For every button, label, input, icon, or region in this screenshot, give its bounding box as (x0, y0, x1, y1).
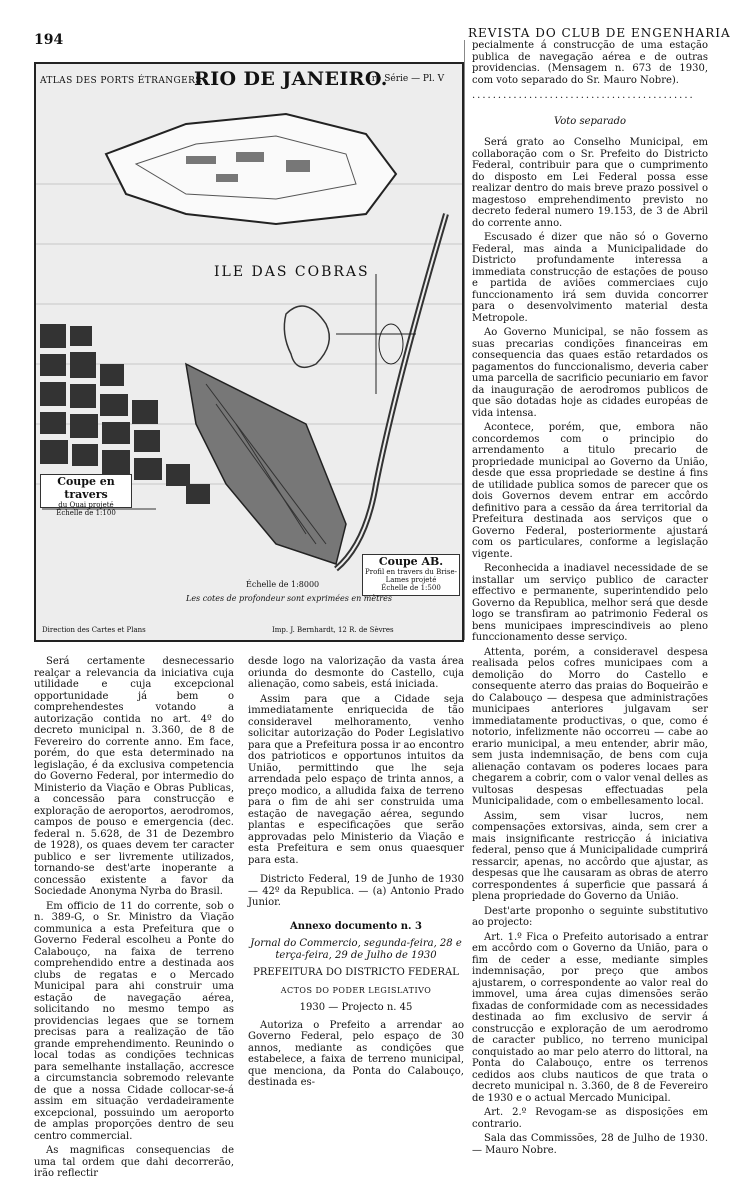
left-para: Em officio de 11 do corrente, sob o n. 389-G, o Sr. Ministro da Viação communica a esta Prefeitura que o Governo Federal escolheu a Ponte do Calabouço, na faixa de terreno comprehendido entre a destinada aos clubs de regatas e o Mercado Municipal para ahi construir uma estação de navegação aérea, solicitando no mesmo tempo as providencias legaes que se tornem precisas para a realização de tão grande emprehendimento. Reunindo o local todas as condições technicas para semelhante installação, accresce a circumstancia sobremodo relevante de que a nossa Cidade collocar-se-á assim em situação verdadeiramente excepcional, possuindo um aeroporto de amplas proporções dentro de seu centro commercial. (34, 900, 234, 1142)
map-figure (34, 62, 464, 642)
column-divider (464, 40, 465, 640)
left-para: Será certamente desnecessario realçar a relevancia da iniciativa cuja utilidade e cuja excepcional opportunidade já bem o comprehendestes votando a autorização contida no art. 4º do decreto municipal n. 3.360, de 8 de Fevereiro do corrente anno. Em face, porém, do que esta determinado na legislação, é da exclusiva competencia do Governo Federal, por intermedio do Ministerio da Viação e Obras Publicas, a concessão para construcção e exploração de aeroportos, aerodromos, campos de pouso e emergencia (dec. federal n. 5.628, de 31 de Dezembro de 1928), os quaes devem ter caracter publico e ser livremente utilizados, tornando-se dest'arte inoperante a concessão existente a favor da Sociedade Anonyma Nyrba do Brasil. (34, 656, 234, 897)
right-para: Art. 2.º Revogam-se as disposições em contrario. (472, 1107, 708, 1130)
right-signoff: Sala das Commissões, 28 de Julho de 1930. — Mauro Nobre. (472, 1133, 708, 1156)
bottom-middle-column (248, 656, 464, 1092)
right-para: Reconhecida a inadiavel necessidade de se installar um serviço publico de caracter effectivo e permanente, superintendido pelo Governo da Republica, melhor será que desde logo se transfiram ao patrimonio Federal os bens municipaes imprescindiveis ao pleno funccionamento desse serviço. (472, 563, 708, 643)
coupe-travers-scale: Échelle de 1:100 (56, 509, 116, 517)
coupe-travers-sub: du Quai projeté (58, 501, 114, 509)
right-para: Acontece, porém, que, embora não concordemos com o principio do arrendamento a titulo precario de propriedade municipal ao Governo da União, desde que essa propriedade se destine á fins de utilidade publica somos de parecer que os dois Governos devem entrar em accôrdo definitivo para a cessão da área territorial da Prefeitura destinada aos serviços que o Governo Federal, posteriormente ajustará com os particulares, conforme a legislação vigente. (472, 422, 708, 560)
right-para: Art. 1.º Fica o Prefeito autorisado a entrar em accôrdo com o Governo da União, para o fim de ceder a esse, mediante simples indemnisação, por preço que ambos ajustarem, o correspondente ao valor real do immovel, uma área cujas dimensões serão fixadas de conformidade com as necessidades destinada ao fim exclusivo de servir á construcção e exploração de um aerodromo de caracter publico, no terreno municipal conquistado ao mar pelo aterro do littoral, na Ponta do Calabouço, entre os terrenos cedidos aos clubs nauticos de que trata o decreto municipal n. 3.360, de 8 de Fevereiro de 1930 e o actual Mercado Municipal. (472, 931, 708, 1104)
map-footer-right: Imp. J. Bernhardt, 12 R. de Sèvres (272, 626, 394, 634)
middle-final-para: Autoriza o Prefeito a arrendar ao Governo Federal, pelo espaço de 30 annos, mediante as condições que estabelece, a faixa de terreno municipal, que menciona, da Ponta do Calabouço, destinada es- (248, 1019, 464, 1088)
right-para: Ao Governo Municipal, se não fossem as suas precarias condições financeiras em consequencia das quaes estão retardados os pagamentos do funccionalismo, deveria caber uma parcella de sacrificio pecuniario em favor da inauguração de aerodromos publicos de que são dotadas hoje as cidades européas de vida intensa. (472, 327, 708, 419)
right-para: Assim, sem visar lucros, nem compensações extorsivas, ainda, sem crer a mais insignificante restricção á iniciativa federal, penso que á Municipalidade cumprirá ressarcir, apenas, no accôrdo que ajustar, as despesas que lhe causaram as obras de aterro correspondentes á superficie que passará á plena propriedade do Governo da União. (472, 810, 708, 902)
middle-para: desde logo na valorização da vasta área oriunda do desmonte do Castello, cuja alienação, como sabeis, está iniciada. (248, 656, 464, 690)
bottom-left-column (34, 656, 234, 1183)
middle-para: Assim para que a Cidade seja immediatamente enriquecida de tão consideravel melhoramento, venho solicitar autorização do Poder Legislativo para que a Prefeitura possa ir ao encontro dos patrioticos e opportunos intuitos da União, permittindo que lhe seja arrendada pelo espaço de trinta annos, a preço modico, a alludida faixa de terreno para o fim de ahi ser construida uma estação de navegação aérea, segundo plantas e especificações que serão approvadas pelo Ministerio da Viação e esta Prefeitura e sem onus quaesquer para esta. (248, 693, 464, 866)
coupe-ab-box (362, 554, 460, 596)
coupe-ab-sub: Profil en travers du Brise-Lames projeté (365, 568, 457, 584)
journal-title: REVISTA DO CLUB DE ENGENHARIA (468, 26, 731, 40)
journal-citation: Jornal do Commercio, segunda-feira, 28 e terça-feira, 29 de Julho de 1930 (250, 938, 462, 961)
right-column (472, 40, 708, 1159)
map-atlas-caption: ATLAS DES PORTS ÉTRANGERS (40, 76, 202, 86)
actos-heading: ACTOS DO PODER LEGISLATIVO (280, 985, 432, 995)
prefeitura-heading: PREFEITURA DO DISTRICTO FEDERAL (253, 967, 459, 978)
map-series: 1re Série — Pl. V (366, 74, 445, 84)
dateline: Districto Federal, 19 de Junho de 1930 — 42º da Republica. — (a) Antonio Prado Junior. (248, 874, 464, 908)
map-depth-note: Les cotes de profondeur sont exprimées en mètres (186, 594, 392, 603)
annexo-heading: Annexo documento n. 3 (290, 920, 422, 932)
left-para: As magnificas consequencias de uma tal ordem que dahi decorrerão, irão reflectir (34, 1145, 234, 1179)
coupe-travers-box (40, 474, 132, 517)
projecto-heading: 1930 — Projecto n. 45 (299, 1002, 413, 1013)
right-para: Escusado é dizer que não só o Governo Federal, mas ainda a Municipalidade do Districto profundamente interessa a immediata construcção de estações de pouso e partida de aviões commerciaes cujo funccionamento irá sem duvida concorrer para o desenvolvimento material desta Metropole. (472, 232, 708, 324)
right-dots: ........................................... (472, 90, 695, 101)
page-number: 194 (34, 32, 64, 48)
right-para: Será grato ao Conselho Municipal, em collaboração com o Sr. Prefeito do Districto Federal, contribuir para que o cumprimento do disposto em Lei Federal possa esse realizar dentro do mais breve prazo possivel o magestoso emprehendimento previsto no decreto federal numero 19.153, de 3 de Abril do corrente anno. (472, 137, 708, 229)
right-para: Dest'arte proponho o seguinte substitutivo ao projecto: (472, 905, 708, 928)
map-footer-left: Direction des Cartes et Plans (42, 626, 146, 634)
right-para: Attenta, porém, a consideravel despesa realisada pelos cofres municipaes com a demolição do Morro do Castello e consequente aterro das praias do Boqueirão e do Calabouço — despesa que administrações municipaes anteriores julgavam ser immediatamente productivas, o que, como é notorio, infelizmente não occorreu — cabe ao erario municipal, a meu entender, abrir mão, sem justa indemnisação, de bens com cuja alienação contavam os poderes locaes para chegarem a cobrir, com o valor venal delles as vultosas despesas effectuadas pela Municipalidade, com o embellesamento local. (472, 646, 708, 807)
right-top-para: pecialmente á construcção de uma estação publica de navegação aérea e de outras providencias. (Mensagem n. 673 de 1930, com voto separado do Sr. Mauro Nobre). (472, 40, 708, 86)
map-scale-caption: Échelle de 1:8000 (246, 580, 320, 589)
coupe-ab-title: Coupe AB. (378, 555, 444, 568)
coupe-travers-title: Coupe en travers (57, 475, 115, 501)
map-title: RIO DE JANEIRO. (194, 68, 388, 90)
voto-separado-title: Voto separado (553, 115, 627, 127)
coupe-ab-scale: Échelle de 1:500 (381, 584, 441, 592)
map-island-label: ILE DAS COBRAS (214, 264, 370, 280)
